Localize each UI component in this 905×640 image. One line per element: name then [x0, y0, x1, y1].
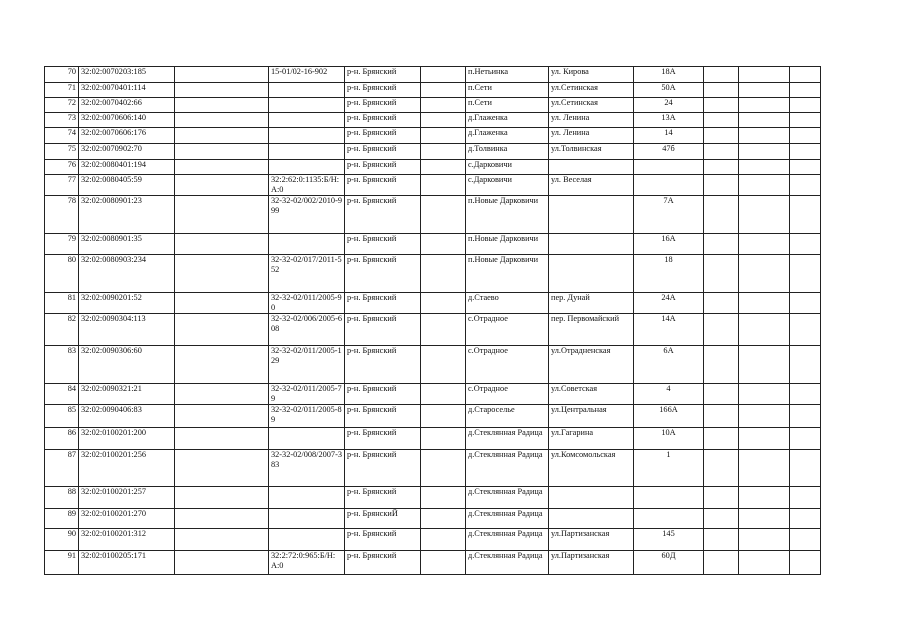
registration-number-cell — [269, 113, 345, 128]
empty-cell — [739, 128, 790, 144]
row-number-cell: 90 — [45, 529, 79, 551]
empty-cell — [739, 314, 790, 346]
empty-cell — [790, 128, 821, 144]
registration-number-cell: 15-01/02-16-902 — [269, 67, 345, 83]
empty-cell — [704, 128, 739, 144]
row-number-cell: 82 — [45, 314, 79, 346]
empty-cell — [421, 384, 466, 405]
empty-cell — [421, 405, 466, 428]
registration-number-cell — [269, 128, 345, 144]
table-row — [45, 384, 821, 405]
empty-cell — [704, 293, 739, 314]
empty-cell — [175, 346, 269, 384]
empty-cell — [421, 196, 466, 234]
table-row — [45, 234, 821, 255]
house-number-cell: 60Д — [634, 551, 704, 575]
district-cell: р-н. Брянский — [345, 83, 421, 98]
street-cell: ул. Ленина — [549, 128, 634, 144]
empty-cell — [175, 428, 269, 450]
cadastral-number-cell: 32:02:0070606:176 — [79, 128, 175, 144]
empty-cell — [739, 196, 790, 234]
district-cell: р-н. Брянский — [345, 384, 421, 405]
empty-cell — [175, 98, 269, 113]
empty-cell — [421, 67, 466, 83]
district-cell: р-н. Брянский — [345, 255, 421, 293]
cadastral-number-cell: 32:02:0070401:114 — [79, 83, 175, 98]
empty-cell — [175, 384, 269, 405]
district-cell: р-н. Брянский — [345, 487, 421, 509]
table-row — [45, 83, 821, 98]
empty-cell — [739, 144, 790, 160]
empty-cell — [175, 509, 269, 529]
empty-cell — [704, 509, 739, 529]
empty-cell — [790, 384, 821, 405]
empty-cell — [790, 405, 821, 428]
settlement-cell: п.Новые Дарковичи — [466, 196, 549, 234]
empty-cell — [421, 234, 466, 255]
cadastral-number-cell: 32:02:0090406:83 — [79, 405, 175, 428]
empty-cell — [739, 67, 790, 83]
house-number-cell: 18А — [634, 67, 704, 83]
settlement-cell: с.Отрадное — [466, 346, 549, 384]
empty-cell — [790, 255, 821, 293]
street-cell — [549, 255, 634, 293]
house-number-cell: 16А — [634, 234, 704, 255]
table-row — [45, 551, 821, 575]
empty-cell — [739, 487, 790, 509]
registration-number-cell: 32-32-02/002/2010-999 — [269, 196, 345, 234]
empty-cell — [421, 293, 466, 314]
cadastral-number-cell: 32:02:0080901:35 — [79, 234, 175, 255]
settlement-cell: п.Новые Дарковичи — [466, 255, 549, 293]
street-cell: ул.Партизанская — [549, 529, 634, 551]
empty-cell — [739, 293, 790, 314]
empty-cell — [421, 255, 466, 293]
empty-cell — [421, 551, 466, 575]
row-number-cell: 80 — [45, 255, 79, 293]
district-cell: р-н. Брянский — [345, 551, 421, 575]
empty-cell — [175, 144, 269, 160]
house-number-cell — [634, 487, 704, 509]
district-cell: р-н. Брянский — [345, 144, 421, 160]
street-cell: ул.Отрадненская — [549, 346, 634, 384]
row-number-cell: 71 — [45, 83, 79, 98]
cadastral-number-cell: 32:02:0100201:270 — [79, 509, 175, 529]
cadastral-number-cell: 32:02:0080901:23 — [79, 196, 175, 234]
settlement-cell: д.Стеклянная Радица — [466, 509, 549, 529]
empty-cell — [739, 529, 790, 551]
house-number-cell: 47б — [634, 144, 704, 160]
registration-number-cell: 32:2:72:0:965:Б/Н:А:0 — [269, 551, 345, 575]
district-cell: р-н. Брянский — [345, 314, 421, 346]
street-cell — [549, 160, 634, 175]
house-number-cell: 6А — [634, 346, 704, 384]
empty-cell — [790, 314, 821, 346]
empty-cell — [790, 67, 821, 83]
street-cell — [549, 509, 634, 529]
street-cell: ул.Центральная — [549, 405, 634, 428]
empty-cell — [704, 450, 739, 487]
empty-cell — [790, 346, 821, 384]
empty-cell — [704, 175, 739, 196]
empty-cell — [175, 314, 269, 346]
district-cell: р-н. БрянскиЙ — [345, 509, 421, 529]
district-cell: р-н. Брянский — [345, 98, 421, 113]
table-body — [45, 67, 821, 575]
empty-cell — [790, 175, 821, 196]
empty-cell — [790, 487, 821, 509]
empty-cell — [421, 160, 466, 175]
empty-cell — [739, 234, 790, 255]
row-number-cell: 76 — [45, 160, 79, 175]
settlement-cell: с.Дарковичи — [466, 160, 549, 175]
table-row — [45, 346, 821, 384]
empty-cell — [704, 346, 739, 384]
table-row — [45, 509, 821, 529]
property-register-table — [44, 66, 821, 575]
street-cell: ул.Толвинская — [549, 144, 634, 160]
district-cell: р-н. Брянский — [345, 175, 421, 196]
empty-cell — [175, 67, 269, 83]
table-row — [45, 314, 821, 346]
cadastral-number-cell: 32:02:0100201:200 — [79, 428, 175, 450]
empty-cell — [704, 196, 739, 234]
district-cell: р-н. Брянский — [345, 196, 421, 234]
empty-cell — [739, 346, 790, 384]
row-number-cell: 84 — [45, 384, 79, 405]
empty-cell — [175, 175, 269, 196]
settlement-cell: с.Дарковичи — [466, 175, 549, 196]
street-cell: ул.Советская — [549, 384, 634, 405]
empty-cell — [704, 234, 739, 255]
cadastral-number-cell: 32:02:0100205:171 — [79, 551, 175, 575]
empty-cell — [790, 98, 821, 113]
empty-cell — [421, 83, 466, 98]
registration-number-cell: 32:2:62:0:1135:Б/Н:А:0 — [269, 175, 345, 196]
registration-number-cell — [269, 509, 345, 529]
street-cell: ул.Партизанская — [549, 551, 634, 575]
empty-cell — [704, 83, 739, 98]
cadastral-number-cell: 32:02:0070402:66 — [79, 98, 175, 113]
empty-cell — [739, 160, 790, 175]
empty-cell — [175, 551, 269, 575]
row-number-cell: 79 — [45, 234, 79, 255]
row-number-cell: 89 — [45, 509, 79, 529]
empty-cell — [704, 551, 739, 575]
empty-cell — [790, 234, 821, 255]
table-row — [45, 293, 821, 314]
row-number-cell: 83 — [45, 346, 79, 384]
house-number-cell: 14А — [634, 314, 704, 346]
settlement-cell: д.Глаженка — [466, 113, 549, 128]
empty-cell — [704, 529, 739, 551]
house-number-cell: 145 — [634, 529, 704, 551]
district-cell: р-н. Брянский — [345, 405, 421, 428]
table-row — [45, 196, 821, 234]
district-cell: р-н. Брянский — [345, 113, 421, 128]
cadastral-number-cell: 32:02:0100201:312 — [79, 529, 175, 551]
empty-cell — [704, 255, 739, 293]
district-cell: р-н. Брянский — [345, 428, 421, 450]
empty-cell — [421, 98, 466, 113]
empty-cell — [175, 113, 269, 128]
district-cell: р-н. Брянский — [345, 128, 421, 144]
row-number-cell: 74 — [45, 128, 79, 144]
registration-number-cell — [269, 144, 345, 160]
table-row — [45, 175, 821, 196]
row-number-cell: 75 — [45, 144, 79, 160]
empty-cell — [790, 428, 821, 450]
settlement-cell: д.Стеклянная Радица — [466, 551, 549, 575]
empty-cell — [175, 293, 269, 314]
registration-number-cell: 32-32-02/011/2005-90 — [269, 293, 345, 314]
empty-cell — [790, 509, 821, 529]
table-row — [45, 128, 821, 144]
empty-cell — [704, 428, 739, 450]
street-cell: ул.Комсомольская — [549, 450, 634, 487]
street-cell: ул.Сетинская — [549, 98, 634, 113]
empty-cell — [790, 83, 821, 98]
cadastral-number-cell: 32:02:0080903:234 — [79, 255, 175, 293]
registration-number-cell: 32-32-02/006/2005-608 — [269, 314, 345, 346]
empty-cell — [175, 529, 269, 551]
empty-cell — [175, 234, 269, 255]
street-cell: ул. Кирова — [549, 67, 634, 83]
table-row — [45, 98, 821, 113]
empty-cell — [739, 551, 790, 575]
district-cell: р-н. Брянский — [345, 293, 421, 314]
street-cell: ул. Ленина — [549, 113, 634, 128]
table-row — [45, 487, 821, 509]
registration-number-cell: 32-32-02/011/2005-89 — [269, 405, 345, 428]
empty-cell — [739, 255, 790, 293]
district-cell: р-н. Брянский — [345, 67, 421, 83]
empty-cell — [175, 196, 269, 234]
empty-cell — [739, 384, 790, 405]
street-cell: пер. Дунай — [549, 293, 634, 314]
street-cell: ул.Гагарина — [549, 428, 634, 450]
table-row — [45, 113, 821, 128]
settlement-cell: п.Сети — [466, 83, 549, 98]
house-number-cell: 14 — [634, 128, 704, 144]
settlement-cell: д.Стаево — [466, 293, 549, 314]
empty-cell — [790, 293, 821, 314]
house-number-cell: 18 — [634, 255, 704, 293]
empty-cell — [421, 509, 466, 529]
empty-cell — [790, 160, 821, 175]
cadastral-number-cell: 32:02:0090304:113 — [79, 314, 175, 346]
house-number-cell — [634, 509, 704, 529]
row-number-cell: 91 — [45, 551, 79, 575]
empty-cell — [704, 67, 739, 83]
registration-number-cell — [269, 487, 345, 509]
settlement-cell: п.Новые Дарковичи — [466, 234, 549, 255]
empty-cell — [421, 113, 466, 128]
district-cell: р-н. Брянский — [345, 529, 421, 551]
cadastral-number-cell: 32:02:0080405:59 — [79, 175, 175, 196]
street-cell: пер. Первомайский — [549, 314, 634, 346]
registration-number-cell — [269, 83, 345, 98]
empty-cell — [421, 128, 466, 144]
empty-cell — [421, 346, 466, 384]
empty-cell — [421, 487, 466, 509]
empty-cell — [175, 487, 269, 509]
empty-cell — [175, 83, 269, 98]
row-number-cell: 77 — [45, 175, 79, 196]
house-number-cell: 24А — [634, 293, 704, 314]
house-number-cell: 24 — [634, 98, 704, 113]
empty-cell — [790, 450, 821, 487]
empty-cell — [421, 144, 466, 160]
registration-number-cell: 32-32-02/011/2005-79 — [269, 384, 345, 405]
registration-number-cell — [269, 529, 345, 551]
registration-number-cell: 32-32-02/017/2011-552 — [269, 255, 345, 293]
street-cell: ул.Сетинская — [549, 83, 634, 98]
settlement-cell: д.Глаженка — [466, 128, 549, 144]
settlement-cell: д.Стеклянная Радица — [466, 428, 549, 450]
table-row — [45, 428, 821, 450]
cadastral-number-cell: 32:02:0100201:256 — [79, 450, 175, 487]
empty-cell — [421, 314, 466, 346]
street-cell: ул. Веселая — [549, 175, 634, 196]
registration-number-cell — [269, 160, 345, 175]
empty-cell — [175, 450, 269, 487]
registration-number-cell — [269, 98, 345, 113]
settlement-cell: д.Стеклянная Радица — [466, 450, 549, 487]
empty-cell — [739, 450, 790, 487]
cadastral-number-cell: 32:02:0090306:60 — [79, 346, 175, 384]
cadastral-number-cell: 32:02:0070606:140 — [79, 113, 175, 128]
empty-cell — [790, 113, 821, 128]
empty-cell — [739, 175, 790, 196]
row-number-cell: 88 — [45, 487, 79, 509]
empty-cell — [739, 405, 790, 428]
registration-number-cell — [269, 234, 345, 255]
empty-cell — [739, 113, 790, 128]
empty-cell — [704, 314, 739, 346]
empty-cell — [704, 98, 739, 113]
row-number-cell: 78 — [45, 196, 79, 234]
empty-cell — [790, 529, 821, 551]
house-number-cell: 4 — [634, 384, 704, 405]
house-number-cell: 166А — [634, 405, 704, 428]
cadastral-number-cell: 32:02:0080401:194 — [79, 160, 175, 175]
empty-cell — [790, 551, 821, 575]
table-row — [45, 529, 821, 551]
row-number-cell: 81 — [45, 293, 79, 314]
district-cell: р-н. Брянский — [345, 346, 421, 384]
cadastral-number-cell: 32:02:0070902:70 — [79, 144, 175, 160]
settlement-cell: д.Толвинка — [466, 144, 549, 160]
empty-cell — [704, 160, 739, 175]
empty-cell — [421, 450, 466, 487]
house-number-cell: 10А — [634, 428, 704, 450]
house-number-cell: 1 — [634, 450, 704, 487]
empty-cell — [704, 384, 739, 405]
empty-cell — [704, 405, 739, 428]
row-number-cell: 87 — [45, 450, 79, 487]
row-number-cell: 72 — [45, 98, 79, 113]
row-number-cell: 86 — [45, 428, 79, 450]
table-row — [45, 450, 821, 487]
table-row — [45, 144, 821, 160]
empty-cell — [421, 428, 466, 450]
settlement-cell: д.Стеклянная Радица — [466, 529, 549, 551]
row-number-cell: 70 — [45, 67, 79, 83]
empty-cell — [790, 196, 821, 234]
empty-cell — [421, 529, 466, 551]
table-row — [45, 67, 821, 83]
row-number-cell: 85 — [45, 405, 79, 428]
registration-number-cell — [269, 428, 345, 450]
settlement-cell: с.Отрадное — [466, 314, 549, 346]
registration-number-cell: 32-32-02/011/2005-129 — [269, 346, 345, 384]
cadastral-number-cell: 32:02:0070203:185 — [79, 67, 175, 83]
empty-cell — [704, 487, 739, 509]
settlement-cell: с.Отрадное — [466, 384, 549, 405]
street-cell — [549, 234, 634, 255]
district-cell: р-н. Брянский — [345, 450, 421, 487]
street-cell — [549, 196, 634, 234]
house-number-cell — [634, 175, 704, 196]
district-cell: р-н. Брянский — [345, 160, 421, 175]
house-number-cell: 7А — [634, 196, 704, 234]
empty-cell — [739, 509, 790, 529]
empty-cell — [704, 113, 739, 128]
empty-cell — [704, 144, 739, 160]
empty-cell — [739, 83, 790, 98]
empty-cell — [175, 128, 269, 144]
registration-number-cell: 32-32-02/008/2007-383 — [269, 450, 345, 487]
table-row — [45, 405, 821, 428]
cadastral-number-cell: 32:02:0090321:21 — [79, 384, 175, 405]
house-number-cell: 13А — [634, 113, 704, 128]
settlement-cell: д.Стеклянная Радица — [466, 487, 549, 509]
cadastral-number-cell: 32:02:0100201:257 — [79, 487, 175, 509]
row-number-cell: 73 — [45, 113, 79, 128]
empty-cell — [175, 405, 269, 428]
street-cell — [549, 487, 634, 509]
cadastral-number-cell: 32:02:0090201:52 — [79, 293, 175, 314]
house-number-cell: 50А — [634, 83, 704, 98]
house-number-cell — [634, 160, 704, 175]
settlement-cell: п.Сети — [466, 98, 549, 113]
empty-cell — [739, 98, 790, 113]
empty-cell — [790, 144, 821, 160]
empty-cell — [175, 160, 269, 175]
settlement-cell: п.Нетьинка — [466, 67, 549, 83]
empty-cell — [175, 255, 269, 293]
district-cell: р-н. Брянский — [345, 234, 421, 255]
empty-cell — [421, 175, 466, 196]
empty-cell — [739, 428, 790, 450]
table-row — [45, 255, 821, 293]
settlement-cell: д.Староселье — [466, 405, 549, 428]
table-row — [45, 160, 821, 175]
